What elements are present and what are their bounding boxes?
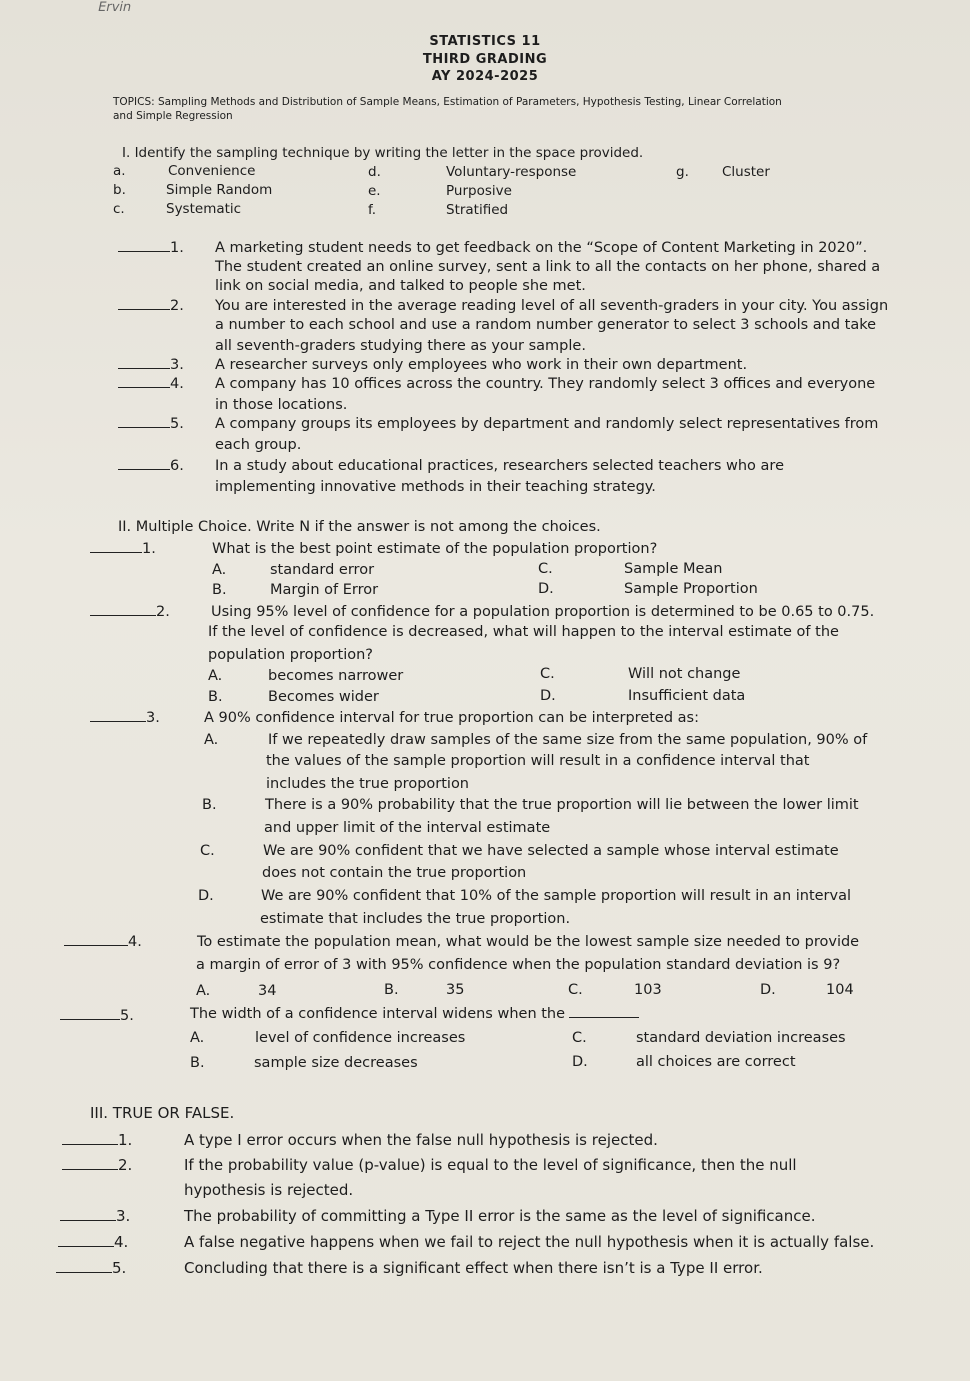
mc-q3-option-d-line1: We are 90% confident that 10% of the sample proportion will result in an interval <box>261 888 852 904</box>
mc-q2-option-d-letter: D. <box>540 688 556 704</box>
mc-q2-line2: If the level of confidence is decreased, what will happen to the interval estimate of the <box>208 624 839 640</box>
mc-q2-option-b-letter: B. <box>208 689 223 705</box>
answer-blank[interactable] <box>62 1144 118 1145</box>
mc-q3-option-b-letter: B. <box>202 797 217 813</box>
part1-item-6-line1: In a study about educational practices, researchers selected teachers who are <box>215 458 784 474</box>
part1-item-5-line2: each group. <box>215 437 302 453</box>
choice-f-text: Stratified <box>446 202 509 218</box>
answer-blank[interactable] <box>118 427 170 428</box>
choice-a-letter: a. <box>113 163 126 179</box>
answer-blank[interactable] <box>60 1019 120 1020</box>
mc-q2-option-a-letter: A. <box>208 668 223 684</box>
mc-q4-option-d-letter: D. <box>760 982 776 998</box>
answer-blank[interactable] <box>118 387 170 388</box>
mc-q5-option-a: level of confidence increases <box>255 1030 466 1046</box>
part1-item-1-line1: A marketing student needs to get feedback on the “Scope of Content Marketing in 2020”. <box>215 240 868 256</box>
answer-blank[interactable] <box>56 1272 112 1273</box>
part1-item-5-line1: A company groups its employees by department and randomly select representatives from <box>215 416 879 432</box>
tf-item-1: 1. <box>62 1131 132 1149</box>
mc-q1-option-b: Margin of Error <box>270 582 379 598</box>
mc-q5-option-c: standard deviation increases <box>636 1030 846 1046</box>
mc-q5-option-d-letter: D. <box>572 1054 588 1070</box>
answer-blank[interactable] <box>58 1246 114 1247</box>
mc-q4-option-b-letter: B. <box>384 982 399 998</box>
mc-q4-option-d: 104 <box>826 982 854 998</box>
mc-q5-number: 5. <box>60 1008 134 1024</box>
part1-item-6-line2: implementing innovative methods in their teaching strategy. <box>215 479 656 495</box>
mc-q4-number: 4. <box>64 934 142 950</box>
choice-a-text: Convenience <box>168 163 256 179</box>
mc-q1-option-c-letter: C. <box>538 561 553 577</box>
answer-blank[interactable] <box>90 615 156 616</box>
choice-c-text: Systematic <box>166 201 242 217</box>
tf-item-3-line1: The probability of committing a Type II error is the same as the level of significance. <box>184 1207 816 1225</box>
mc-q1-option-c: Sample Mean <box>624 561 723 577</box>
answer-blank[interactable] <box>64 945 128 946</box>
tf-item-2-line1: If the probability value (p-value) is equal to the level of significance, then the null <box>184 1156 797 1174</box>
mc-q4-option-c-letter: C. <box>568 982 583 998</box>
mc-q4-option-a-letter: A. <box>196 983 211 999</box>
mc-q5-option-b: sample size decreases <box>254 1055 418 1071</box>
tf-item-5-line1: Concluding that there is a significant effect when there isn’t is a Type II error. <box>184 1259 763 1277</box>
part2-instructions: II. Multiple Choice. Write N if the answer is not among the choices. <box>118 519 601 535</box>
mc-q3-option-c-line2: does not contain the true proportion <box>262 865 527 881</box>
mc-q3-option-c-line1: We are 90% confident that we have selected a sample whose interval estimate <box>263 843 839 859</box>
part3-title: III. TRUE OR FALSE. <box>90 1104 235 1122</box>
mc-q1-number: 1. <box>90 541 156 557</box>
mc-q5-option-b-letter: B. <box>190 1055 205 1071</box>
choice-f-letter: f. <box>368 202 377 218</box>
answer-blank[interactable] <box>118 251 170 252</box>
tf-item-4-line1: A false negative happens when we fail to reject the null hypothesis when it is actually false. <box>184 1233 875 1251</box>
part1-item-3-line1: A researcher surveys only employees who work in their own department. <box>215 357 748 373</box>
answer-blank[interactable] <box>60 1220 116 1221</box>
mc-q4-option-b: 35 <box>446 982 465 998</box>
part1-item-4: 4. <box>118 376 184 392</box>
mc-q2-option-c: Will not change <box>628 666 741 682</box>
mc-q3-option-a-line2: the values of the sample proportion will result in a confidence interval that <box>266 753 810 769</box>
choice-b-text: Simple Random <box>166 182 273 198</box>
answer-blank[interactable] <box>90 552 142 553</box>
answer-blank[interactable] <box>62 1169 118 1170</box>
mc-q5-option-a-letter: A. <box>190 1030 205 1046</box>
choice-g-letter: g. <box>676 164 689 180</box>
mc-q2-number: 2. <box>90 604 170 620</box>
choice-g-text: Cluster <box>722 164 770 180</box>
mc-q4-option-a: 34 <box>258 983 277 999</box>
mc-q5-option-c-letter: C. <box>572 1030 587 1046</box>
grading-title: THIRD GRADING <box>422 52 548 67</box>
choice-d-letter: d. <box>368 164 381 180</box>
tf-item-2-line2: hypothesis is rejected. <box>184 1181 354 1199</box>
part1-item-2: 2. <box>118 298 184 314</box>
mc-q2-option-a: becomes narrower <box>268 668 404 684</box>
choice-b-letter: b. <box>113 182 126 198</box>
margin-handwriting: Ervin <box>96 0 133 15</box>
answer-blank[interactable] <box>118 309 170 310</box>
mc-q3-option-a-letter: A. <box>204 732 219 748</box>
tf-item-4: 4. <box>58 1233 128 1251</box>
part1-instructions: I. Identify the sampling technique by writing the letter in the space provided. <box>122 145 644 161</box>
answer-blank[interactable] <box>118 469 170 470</box>
mc-q3-option-d-letter: D. <box>198 888 214 904</box>
choice-c-letter: c. <box>113 201 125 217</box>
mc-q4-line1: To estimate the population mean, what would be the lowest sample size needed to provide <box>197 934 860 950</box>
choice-e-text: Purposive <box>446 183 512 199</box>
fill-blank[interactable] <box>569 1017 639 1018</box>
mc-q2-option-d: Insufficient data <box>628 688 746 704</box>
choice-e-letter: e. <box>368 183 381 199</box>
mc-q2-line3: population proportion? <box>208 647 373 663</box>
mc-q3-number: 3. <box>90 710 160 726</box>
mc-q3-option-b-line2: and upper limit of the interval estimate <box>264 820 551 836</box>
part1-item-3: 3. <box>118 357 184 373</box>
part1-item-6: 6. <box>118 458 184 474</box>
part1-item-1-line2: The student created an online survey, sent a link to all the contacts on her phone, shared a <box>215 259 881 275</box>
choice-d-text: Voluntary-response <box>446 164 577 180</box>
part1-item-4-line2: in those locations. <box>215 397 348 413</box>
answer-blank[interactable] <box>118 368 170 369</box>
mc-q1-option-d: Sample Proportion <box>624 581 758 597</box>
mc-q1-option-b-letter: B. <box>212 582 227 598</box>
mc-q1-option-a: standard error <box>270 562 375 578</box>
academic-year: AY 2024-2025 <box>431 69 539 84</box>
mc-q1-option-a-letter: A. <box>212 562 227 578</box>
mc-q3-option-b-line1: There is a 90% probability that the true proportion will lie between the lower limit <box>265 797 859 813</box>
part1-item-2-line3: all seventh-graders studying there as your sample. <box>215 338 586 354</box>
part1-item-1: 1. <box>118 240 184 256</box>
part1-item-1-line3: link on social media, and talked to people she met. <box>215 278 586 294</box>
answer-blank[interactable] <box>90 721 146 722</box>
mc-q4-line2: a margin of error of 3 with 95% confidence when the population standard deviation is 9? <box>196 957 841 973</box>
tf-item-5: 5. <box>56 1259 126 1277</box>
part1-item-2-line2: a number to each school and use a random number generator to select 3 schools and take <box>215 317 877 333</box>
tf-item-1-line1: A type I error occurs when the false null hypothesis is rejected. <box>184 1131 658 1149</box>
mc-q1-option-d-letter: D. <box>538 581 554 597</box>
mc-q3-option-a-line1: If we repeatedly draw samples of the same size from the same population, 90% of <box>268 732 868 748</box>
topics-line-2: and Simple Regression <box>113 110 233 122</box>
tf-item-2: 2. <box>62 1156 132 1174</box>
topics-line-1: TOPICS: Sampling Methods and Distribution of Sample Means, Estimation of Parameters, Hypothesis Testing, Linear Correlation <box>113 96 782 108</box>
subject-title: STATISTICS 11 <box>429 34 541 49</box>
part1-item-5: 5. <box>118 416 184 432</box>
mc-q5-option-d: all choices are correct <box>636 1054 796 1070</box>
mc-q2-option-b: Becomes wider <box>268 689 379 705</box>
mc-q3-option-c-letter: C. <box>200 843 215 859</box>
part1-item-4-line1: A company has 10 offices across the country. They randomly select 3 offices and everyone <box>215 376 876 392</box>
mc-q2-line1: Using 95% level of confidence for a population proportion is determined to be 0.65 to 0.75. <box>211 604 875 620</box>
mc-q1-text: What is the best point estimate of the population proportion? <box>212 541 658 557</box>
mc-q3-option-d-line2: estimate that includes the true proportion. <box>260 911 571 927</box>
mc-q2-option-c-letter: C. <box>540 666 555 682</box>
mc-q3-text: A 90% confidence interval for true proportion can be interpreted as: <box>204 710 699 726</box>
mc-q3-option-a-line3: includes the true proportion <box>266 776 469 792</box>
mc-q5-text: The width of a confidence interval widens when the <box>190 1006 639 1022</box>
mc-q4-option-c: 103 <box>634 982 662 998</box>
tf-item-3: 3. <box>60 1207 130 1225</box>
part1-item-2-line1: You are interested in the average reading level of all seventh-graders in your city. You assign <box>215 298 889 314</box>
